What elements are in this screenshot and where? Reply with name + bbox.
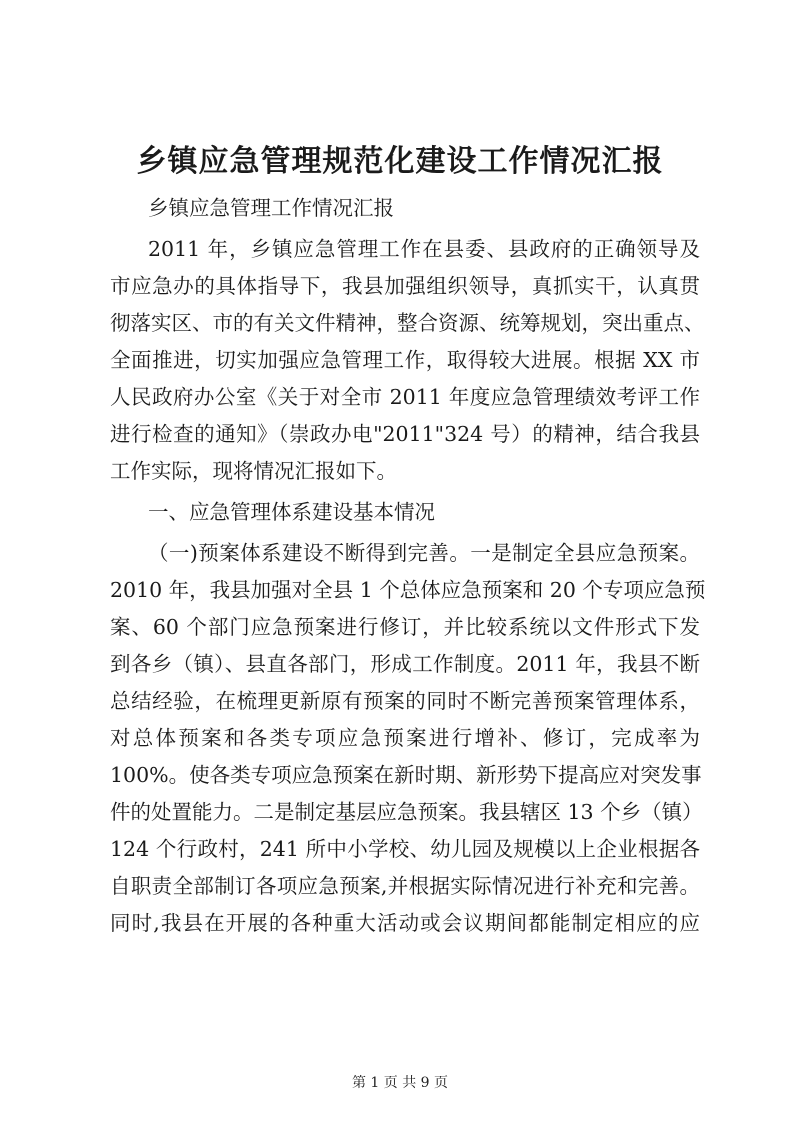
paragraph-line: 对总体预案和各类专项应急预案进行增补、修订，完成率为: [110, 726, 700, 750]
document-title: 乡镇应急管理规范化建设工作情况汇报: [136, 144, 664, 179]
paragraph-line: 件的处置能力。二是制定基层应急预案。我县辖区 13 个乡（镇）: [110, 800, 703, 824]
paragraph-line: 同时,我县在开展的各种重大活动或会议期间都能制定相应的应: [110, 911, 700, 935]
page-number-footer: 第 1 页 共 9 页: [351, 1075, 449, 1091]
paragraph-line: 工作实际，现将情况汇报如下。: [110, 459, 397, 483]
paragraph-line: 人民政府办公室《关于对全市 2011 年度应急管理绩效考评工作: [110, 385, 700, 409]
paragraph-line: 全面推进，切实加强应急管理工作，取得较大进展。根据 XX 市: [110, 348, 700, 372]
paragraph-line: 自职责全部制订各项应急预案,并根据实际情况进行补充和完善。: [110, 874, 700, 898]
subtitle-line: 乡镇应急管理工作情况汇报: [148, 196, 394, 220]
paragraph-line: 100%。使各类专项应急预案在新时期、新形势下提高应对突发事: [110, 763, 702, 787]
paragraph-line: 2010 年，我县加强对全县 1 个总体应急预案和 20 个专项应急预: [110, 578, 706, 602]
paragraph-line: 彻落实区、市的有关文件精神，整合资源、统筹规划，突出重点、: [110, 311, 705, 335]
paragraph-line: 案、60 个部门应急预案进行修订，并比较系统以文件形式下发: [110, 615, 700, 639]
paragraph-line: 总结经验，在梳理更新原有预案的同时不断完善预案管理体系，: [110, 689, 700, 713]
paragraph-line: 2011 年，乡镇应急管理工作在县委、县政府的正确领导及: [148, 237, 700, 261]
paragraph-line: （一)预案体系建设不断得到完善。一是制定全县应急预案。: [148, 541, 700, 565]
paragraph-line: 市应急办的具体指导下，我县加强组织领导，真抓实干，认真贯: [110, 274, 700, 298]
paragraph-line: 124 个行政村，241 所中小学校、幼儿园及规模以上企业根据各: [110, 837, 700, 861]
paragraph-line: 到各乡（镇）、县直各部门，形成工作制度。2011 年，我县不断: [110, 652, 700, 676]
section-heading: 一、应急管理体系建设基本情况: [148, 500, 435, 524]
paragraph-line: 进行检查的通知》（崇政办电"2011"324 号）的精神，结合我县: [110, 422, 700, 446]
